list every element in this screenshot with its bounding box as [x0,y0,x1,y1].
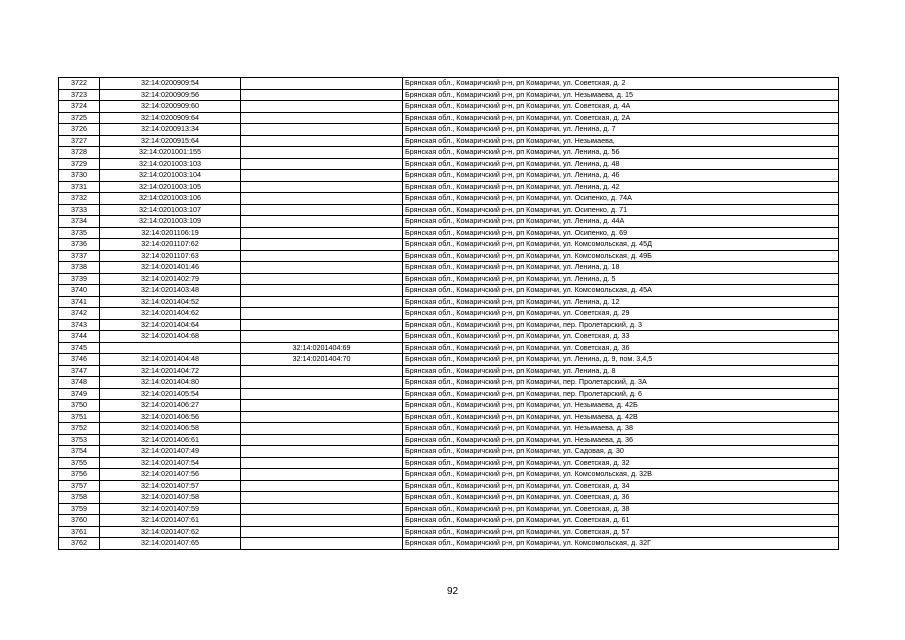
table-row [59,331,839,343]
address-cell: Брянская обл., Комаричский р-н, рп Комаричи, ул. Садовая, д. 30 [403,446,839,458]
row-number-cell: 3725 [59,112,100,124]
address-cell: Брянская обл., Комаричский р-н, рп Комаричи, ул. Советская, д. 4А [403,101,839,113]
previous-cadastral-number-cell [241,89,403,101]
address-cell: Брянская обл., Комаричский р-н, рп Комаричи, ул. Советская, д. 57 [403,526,839,538]
previous-cadastral-number-cell [241,181,403,193]
previous-cadastral-number-cell [241,204,403,216]
row-number-cell: 3756 [59,469,100,481]
address-cell: Брянская обл., Комаричский р-н, рп Комаричи, ул. Ленина, д. 42 [403,181,839,193]
row-number-cell: 3748 [59,377,100,389]
cadastral-number-cell: 32:14:0201402:79 [100,273,241,285]
cadastral-number-cell: 32:14:0201407:61 [100,515,241,527]
address-cell: Брянская обл., Комаричский р-н, рп Комаричи, пер. Пролетарский, д. 3 [403,319,839,331]
row-number-cell: 3746 [59,354,100,366]
table-row [59,308,839,320]
cadastral-number-cell: 32:14:0201407:65 [100,538,241,550]
row-number-cell: 3733 [59,204,100,216]
previous-cadastral-number-cell [241,158,403,170]
table-row [59,446,839,458]
row-number-cell: 3759 [59,503,100,515]
row-number-cell: 3729 [59,158,100,170]
cadastral-number-cell: 32:14:0201404:48 [100,354,241,366]
table-row [59,78,839,90]
row-number-cell: 3737 [59,250,100,262]
previous-cadastral-number-cell [241,331,403,343]
address-cell: Брянская обл., Комаричский р-н, рп Комаричи, ул. Осипенко, д. 69 [403,227,839,239]
row-number-cell: 3735 [59,227,100,239]
cadastral-number-cell: 32:14:0201404:80 [100,377,241,389]
row-number-cell: 3747 [59,365,100,377]
table-row [59,181,839,193]
previous-cadastral-number-cell [241,434,403,446]
address-cell: Брянская обл., Комаричский р-н, рп Комаричи, ул. Комсомольская, д. 49Б [403,250,839,262]
table-row [59,262,839,274]
previous-cadastral-number-cell [241,446,403,458]
registry-table-body [59,78,839,550]
address-cell: Брянская обл., Комаричский р-н, рп Комаричи, ул. Незымаева, д. 42Б [403,400,839,412]
table-row [59,538,839,550]
table-row [59,216,839,228]
address-cell: Брянская обл., Комаричский р-н, рп Комаричи, ул. Осипенко, д. 71 [403,204,839,216]
row-number-cell: 3743 [59,319,100,331]
address-cell: Брянская обл., Комаричский р-н, рп Комаричи, ул. Ленина, д. 44А [403,216,839,228]
address-cell: Брянская обл., Комаричский р-н, рп Комаричи, ул. Незымаева, [403,135,839,147]
previous-cadastral-number-cell [241,170,403,182]
row-number-cell: 3734 [59,216,100,228]
row-number-cell: 3730 [59,170,100,182]
previous-cadastral-number-cell [241,480,403,492]
address-cell: Брянская обл., Комаричский р-н, рп Комаричи, ул. Ленина, д. 18 [403,262,839,274]
row-number-cell: 3760 [59,515,100,527]
table-row [59,89,839,101]
address-cell: Брянская обл., Комаричский р-н, рп Комаричи, ул. Советская, д. 36 [403,492,839,504]
previous-cadastral-number-cell [241,78,403,90]
address-cell: Брянская обл., Комаричский р-н, рп Комаричи, ул. Советская, д. 36 [403,342,839,354]
table-row [59,319,839,331]
cadastral-number-cell: 32:14:0200909:60 [100,101,241,113]
cadastral-number-cell: 32:14:0201003:107 [100,204,241,216]
cadastral-number-cell: 32:14:0201404:52 [100,296,241,308]
row-number-cell: 3762 [59,538,100,550]
table-row [59,526,839,538]
table-row [59,250,839,262]
cadastral-number-cell: 32:14:0201406:56 [100,411,241,423]
address-cell: Брянская обл., Комаричский р-н, рп Комаричи, ул. Ленина, д. 56 [403,147,839,159]
cadastral-number-cell: 32:14:0201404:62 [100,308,241,320]
cadastral-number-cell [100,342,241,354]
cadastral-number-cell: 32:14:0201403:48 [100,285,241,297]
address-cell: Брянская обл., Комаричский р-н, рп Комаричи, ул. Комсомольская, д. 32Г [403,538,839,550]
cadastral-number-cell: 32:14:0201406:58 [100,423,241,435]
address-cell: Брянская обл., Комаричский р-н, рп Комаричи, ул. Ленина, д. 12 [403,296,839,308]
table-row [59,515,839,527]
cadastral-number-cell: 32:14:0201405:54 [100,388,241,400]
previous-cadastral-number-cell [241,365,403,377]
address-cell: Брянская обл., Комаричский р-н, рп Комаричи, пер. Пролетарский, д. 6 [403,388,839,400]
cadastral-number-cell: 32:14:0201106:19 [100,227,241,239]
cadastral-number-cell: 32:14:0201407:59 [100,503,241,515]
table-row [59,388,839,400]
row-number-cell: 3752 [59,423,100,435]
row-number-cell: 3726 [59,124,100,136]
previous-cadastral-number-cell [241,193,403,205]
address-cell: Брянская обл., Комаричский р-н, рп Комаричи, ул. Советская, д. 34 [403,480,839,492]
cadastral-number-cell: 32:14:0201407:62 [100,526,241,538]
row-number-cell: 3724 [59,101,100,113]
previous-cadastral-number-cell [241,250,403,262]
previous-cadastral-number-cell [241,101,403,113]
previous-cadastral-number-cell [241,216,403,228]
table-row [59,101,839,113]
address-cell: Брянская обл., Комаричский р-н, рп Комаричи, ул. Советская, д. 2А [403,112,839,124]
table-row [59,239,839,251]
registry-table [58,77,839,550]
row-number-cell: 3738 [59,262,100,274]
address-cell: Брянская обл., Комаричский р-н, рп Комаричи, ул. Ленина, д. 48 [403,158,839,170]
address-cell: Брянская обл., Комаричский р-н, рп Комаричи, ул. Незымаева, д. 36 [403,434,839,446]
row-number-cell: 3723 [59,89,100,101]
previous-cadastral-number-cell [241,457,403,469]
cadastral-number-cell: 32:14:0201107:63 [100,250,241,262]
previous-cadastral-number-cell [241,112,403,124]
address-cell: Брянская обл., Комаричский р-н, рп Комаричи, ул. Незымаева, д. 15 [403,89,839,101]
cadastral-number-cell: 32:14:0201003:104 [100,170,241,182]
table-row [59,147,839,159]
row-number-cell: 3754 [59,446,100,458]
cadastral-number-cell: 32:14:0200913:34 [100,124,241,136]
previous-cadastral-number-cell [241,377,403,389]
previous-cadastral-number-cell [241,273,403,285]
cadastral-number-cell: 32:14:0201407:54 [100,457,241,469]
cadastral-number-cell: 32:14:0201003:105 [100,181,241,193]
cadastral-number-cell: 32:14:0200915:64 [100,135,241,147]
address-cell: Брянская обл., Комаричский р-н, рп Комаричи, ул. Осипенко, д. 74А [403,193,839,205]
table-row [59,112,839,124]
row-number-cell: 3745 [59,342,100,354]
row-number-cell: 3757 [59,480,100,492]
row-number-cell: 3744 [59,331,100,343]
cadastral-number-cell: 32:14:0201003:103 [100,158,241,170]
previous-cadastral-number-cell [241,147,403,159]
table-row [59,273,839,285]
table-row [59,434,839,446]
address-cell: Брянская обл., Комаричский р-н, рп Комаричи, ул. Советская, д. 32 [403,457,839,469]
table-row [59,296,839,308]
row-number-cell: 3755 [59,457,100,469]
previous-cadastral-number-cell [241,400,403,412]
address-cell: Брянская обл., Комаричский р-н, рп Комаричи, ул. Ленина, д. 5 [403,273,839,285]
previous-cadastral-number-cell [241,227,403,239]
cadastral-number-cell: 32:14:0200909:64 [100,112,241,124]
table-row [59,411,839,423]
address-cell: Брянская обл., Комаричский р-н, рп Комаричи, ул. Комсомольская, д. 45А [403,285,839,297]
address-cell: Брянская обл., Комаричский р-н, рп Комаричи, ул. Незымаева, д. 38 [403,423,839,435]
table-row [59,227,839,239]
cadastral-number-cell: 32:14:0201107:62 [100,239,241,251]
previous-cadastral-number-cell [241,423,403,435]
previous-cadastral-number-cell [241,469,403,481]
row-number-cell: 3728 [59,147,100,159]
row-number-cell: 3751 [59,411,100,423]
address-cell: Брянская обл., Комаричский р-н, рп Комаричи, ул. Советская, д. 2 [403,78,839,90]
row-number-cell: 3741 [59,296,100,308]
table-row [59,158,839,170]
row-number-cell: 3761 [59,526,100,538]
previous-cadastral-number-cell [241,319,403,331]
cadastral-number-cell: 32:14:0201407:58 [100,492,241,504]
address-cell: Брянская обл., Комаричский р-н, рп Комаричи, ул. Незымаева, д. 42В [403,411,839,423]
row-number-cell: 3722 [59,78,100,90]
previous-cadastral-number-cell [241,239,403,251]
row-number-cell: 3739 [59,273,100,285]
row-number-cell: 3750 [59,400,100,412]
table-row [59,204,839,216]
cadastral-number-cell: 32:14:0201404:64 [100,319,241,331]
previous-cadastral-number-cell [241,538,403,550]
address-cell: Брянская обл., Комаричский р-н, рп Комаричи, ул. Ленина, д. 8 [403,365,839,377]
table-row [59,193,839,205]
row-number-cell: 3758 [59,492,100,504]
previous-cadastral-number-cell [241,262,403,274]
table-row [59,342,839,354]
table-row [59,354,839,366]
cadastral-number-cell: 32:14:0201404:68 [100,331,241,343]
row-number-cell: 3753 [59,434,100,446]
table-row [59,400,839,412]
address-cell: Брянская обл., Комаричский р-н, рп Комаричи, ул. Ленина, д. 9, пом. 3,4,5 [403,354,839,366]
address-cell: Брянская обл., Комаричский р-н, рп Комаричи, ул. Комсомольская, д. 32В [403,469,839,481]
address-cell: Брянская обл., Комаричский р-н, рп Комаричи, ул. Советская, д. 38 [403,503,839,515]
page-number: 92 [446,586,459,597]
previous-cadastral-number-cell [241,285,403,297]
table-row [59,365,839,377]
table-row [59,469,839,481]
row-number-cell: 3736 [59,239,100,251]
table-row [59,457,839,469]
table-row [59,135,839,147]
row-number-cell: 3742 [59,308,100,320]
row-number-cell: 3727 [59,135,100,147]
cadastral-number-cell: 32:14:0201401:46 [100,262,241,274]
cadastral-number-cell: 32:14:0201406:27 [100,400,241,412]
previous-cadastral-number-cell: 32:14:0201404:70 [241,354,403,366]
previous-cadastral-number-cell [241,124,403,136]
address-cell: Брянская обл., Комаричский р-н, рп Комаричи, ул. Комсомольская, д. 45Д [403,239,839,251]
address-cell: Брянская обл., Комаричский р-н, рп Комаричи, ул. Ленина, д. 7 [403,124,839,136]
previous-cadastral-number-cell: 32:14:0201404:69 [241,342,403,354]
previous-cadastral-number-cell [241,515,403,527]
table-row [59,124,839,136]
table-row [59,285,839,297]
address-cell: Брянская обл., Комаричский р-н, рп Комаричи, ул. Ленина, д. 46 [403,170,839,182]
row-number-cell: 3749 [59,388,100,400]
previous-cadastral-number-cell [241,492,403,504]
address-cell: Брянская обл., Комаричский р-н, рп Комаричи, ул. Советская, д. 29 [403,308,839,320]
previous-cadastral-number-cell [241,135,403,147]
row-number-cell: 3732 [59,193,100,205]
table-row [59,423,839,435]
cadastral-number-cell: 32:14:0201407:56 [100,469,241,481]
previous-cadastral-number-cell [241,503,403,515]
previous-cadastral-number-cell [241,296,403,308]
address-cell: Брянская обл., Комаричский р-н, рп Комаричи, ул. Советская, д. 61 [403,515,839,527]
row-number-cell: 3731 [59,181,100,193]
cadastral-number-cell: 32:14:0200909:54 [100,78,241,90]
cadastral-number-cell: 32:14:0201407:57 [100,480,241,492]
table-row [59,480,839,492]
cadastral-number-cell: 32:14:0201001:155 [100,147,241,159]
address-cell: Брянская обл., Комаричский р-н, рп Комаричи, ул. Советская, д. 33 [403,331,839,343]
table-row [59,377,839,389]
previous-cadastral-number-cell [241,308,403,320]
address-cell: Брянская обл., Комаричский р-н, рп Комаричи, пер. Пролетарский, д. 3А [403,377,839,389]
table-row [59,503,839,515]
row-number-cell: 3740 [59,285,100,297]
previous-cadastral-number-cell [241,411,403,423]
cadastral-number-cell: 32:14:0201404:72 [100,365,241,377]
cadastral-number-cell: 32:14:0201407:49 [100,446,241,458]
previous-cadastral-number-cell [241,388,403,400]
cadastral-number-cell: 32:14:0200909:56 [100,89,241,101]
cadastral-number-cell: 32:14:0201406:61 [100,434,241,446]
previous-cadastral-number-cell [241,526,403,538]
cadastral-number-cell: 32:14:0201003:106 [100,193,241,205]
table-row [59,170,839,182]
table-row [59,492,839,504]
cadastral-number-cell: 32:14:0201003:109 [100,216,241,228]
